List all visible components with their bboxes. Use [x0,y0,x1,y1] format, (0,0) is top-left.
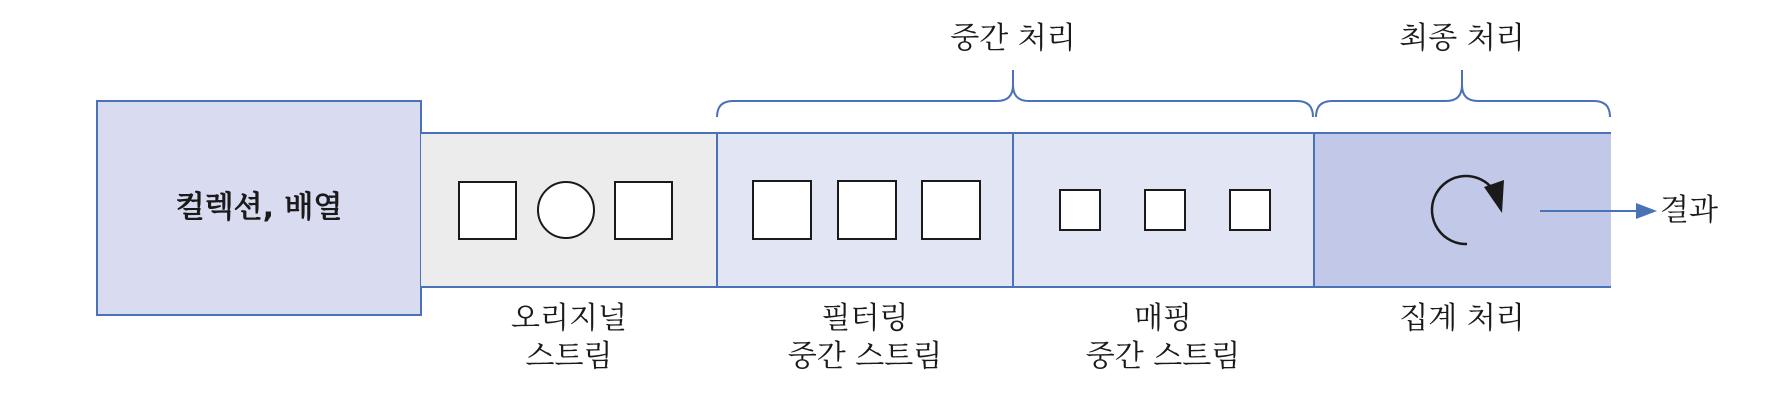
source-text: 컬렉션, 배열 [175,190,343,225]
filtered-square-1 [753,181,811,239]
source-label [97,189,421,227]
original-circle [538,182,594,238]
filtered-square-3 [922,181,980,239]
result-arrow-head [1636,203,1657,219]
mapping-line2: 중간 스트림 [1085,339,1241,374]
final-brace [1316,70,1610,117]
mapped-square-1 [1060,190,1100,230]
original-line2: 스트림 [525,339,613,374]
original-square-2 [615,182,672,239]
aggregation-line1: 집계 처리 [1399,301,1525,336]
mapped-square-3 [1230,190,1270,230]
aggregation-label [1312,300,1612,338]
original-square-1 [459,182,516,239]
filtered-square-2 [838,181,896,239]
filtering-line2: 중간 스트림 [787,339,943,374]
original-line1: 오리지널 [511,301,627,336]
final-header [1312,20,1612,58]
filtering-stream-label [715,300,1015,376]
result-text: 결과 [1660,193,1718,228]
intermediate-brace [717,70,1313,117]
mapped-square-2 [1145,190,1185,230]
final-header-text: 최종 처리 [1399,21,1525,56]
mapping-stream-label [1013,300,1313,376]
filtering-line1: 필터링 [821,301,909,336]
mapping-line1: 매핑 [1134,301,1192,336]
intermediate-header-text: 중간 처리 [950,21,1076,56]
original-stream-label [419,300,719,376]
intermediate-header [863,20,1163,58]
result-label [1660,192,1760,230]
